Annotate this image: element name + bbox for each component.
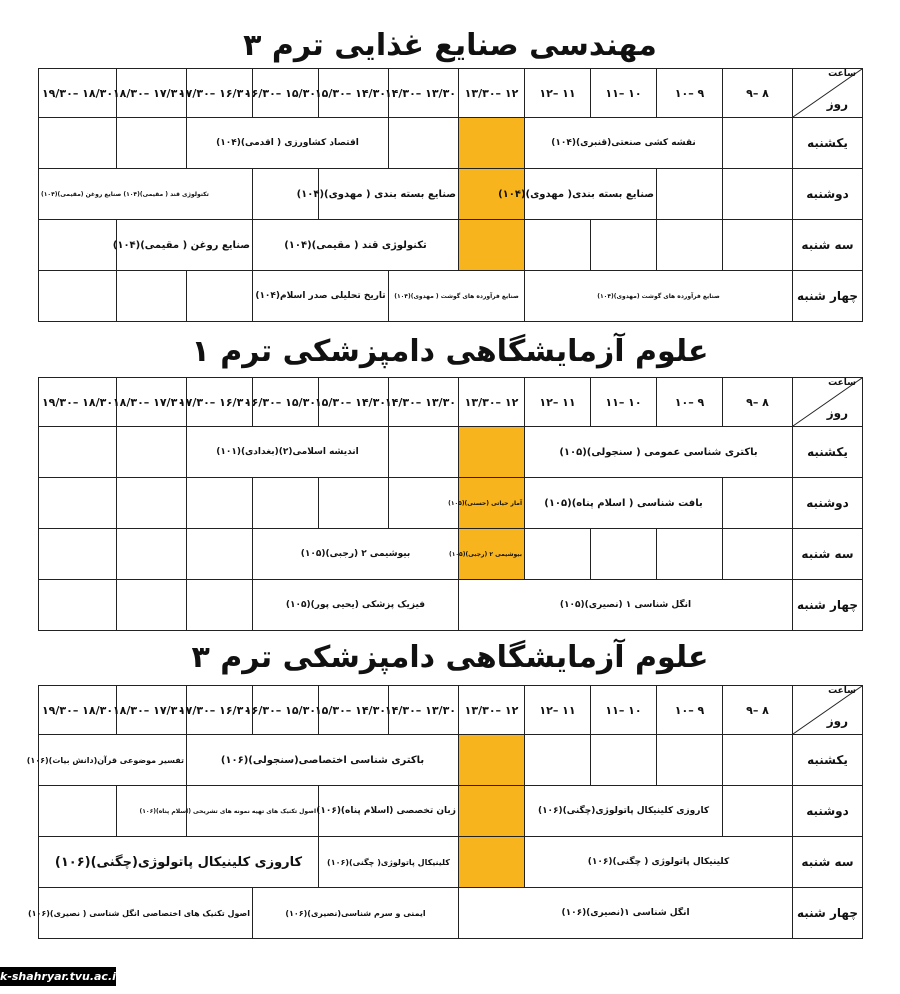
time-slot: ۱۰ –۱۱ xyxy=(591,69,657,118)
time-slot: ۱۴/۳۰ –۱۵/۳۰ xyxy=(319,378,389,427)
table-row xyxy=(39,786,863,837)
class-cell: صنایع بسته بندی ( مهدوی)(۱۰۴) xyxy=(319,169,459,220)
corner-time-label: ساعت xyxy=(828,686,856,696)
time-slot: ۱۳/۳۰ –۱۴/۳۰ xyxy=(389,69,459,118)
class-cell: بیوشیمی ۲ (رجبی)(۱۰۵) xyxy=(459,529,525,580)
table-row xyxy=(39,220,863,271)
schedule-2-table xyxy=(38,377,863,631)
class-cell: کلینیکال پاتولوژی( چگنی)(۱۰۶) xyxy=(319,837,459,888)
schedule-1-table xyxy=(38,68,863,322)
day-label: چهار شنبه xyxy=(793,580,863,631)
time-slot: ۱۷/۳۰ –۱۸/۳۰ xyxy=(117,69,187,118)
time-slot: ۱۱ –۱۲ xyxy=(525,686,591,735)
time-slot: ۱۸/۳۰ –۱۹/۳۰ xyxy=(39,686,117,735)
table-row xyxy=(39,169,863,220)
time-slot: ۱۵/۳۰ –۱۶/۳۰ xyxy=(253,378,319,427)
day-label: سه شنبه xyxy=(793,220,863,271)
time-slot: ۱۶/۳۰ –۱۷/۳۰ xyxy=(187,69,253,118)
class-cell: انگل شناسی ۱(نصیری)(۱۰۶) xyxy=(459,888,793,939)
class-cell: تکنولوژی قند ( مقیمی)(۱۰۴) xyxy=(253,220,459,271)
table-row xyxy=(39,478,863,529)
class-cell: اصول تکنیک های تهیه نمونه های تشریحی (اسلام پناه)(۱۰۶) xyxy=(187,786,319,837)
time-slot: ۹ –۱۰ xyxy=(657,69,723,118)
class-cell: صنایع بسته بندی( مهدوی)(۱۰۴) xyxy=(525,169,657,220)
class-cell: زبان تخصصی (اسلام پناه)(۱۰۶) xyxy=(319,786,459,837)
time-slot: ۸ –۹ xyxy=(723,69,793,118)
time-slot: ۱۵/۳۰ –۱۶/۳۰ xyxy=(253,69,319,118)
table-row xyxy=(39,837,863,888)
corner-day-label: روز xyxy=(826,714,848,728)
class-cell: کلینیکال پاتولوژی ( چگنی)(۱۰۶) xyxy=(525,837,793,888)
time-slot: ۱۵/۳۰ –۱۶/۳۰ xyxy=(253,686,319,735)
class-cell: صنایع فرآورده های گوشت ( مهدوی)(۱۰۴) xyxy=(389,271,525,322)
time-slot: ۸ –۹ xyxy=(723,686,793,735)
class-cell: تاریخ تحلیلی صدر اسلام(۱۰۴) xyxy=(253,271,389,322)
header-row xyxy=(39,378,863,427)
time-slot: ۱۸/۳۰ –۱۹/۳۰ xyxy=(39,69,117,118)
schedule-1-title: مهندسی صنایع غذایی ترم ۳ xyxy=(243,28,657,63)
break-cell xyxy=(459,118,525,169)
class-cell: نقشه کشی صنعتی(قنبری)(۱۰۴) xyxy=(525,118,723,169)
time-slot: ۱۲ –۱۳/۳۰ xyxy=(459,69,525,118)
time-slot: ۱۳/۳۰ –۱۴/۳۰ xyxy=(389,378,459,427)
class-cell: کاروزی کلینیکال پاتولوژی(چگنی)(۱۰۶) xyxy=(525,786,723,837)
class-cell: اصول تکنیک های اختصاصی انگل شناسی ( نصیری)(۱۰۶) xyxy=(39,888,253,939)
class-cell: تکنولوژی قند ( مقیمی)(۱۰۴) صنایع روغن (مقیمی)(۱۰۴) xyxy=(39,169,253,220)
time-slot: ۹ –۱۰ xyxy=(657,378,723,427)
day-label: یکشنبه xyxy=(793,118,863,169)
day-label: سه شنبه xyxy=(793,529,863,580)
class-cell: صنایع فرآورده های گوشت (مهدوی)(۱۰۴) xyxy=(525,271,793,322)
class-cell: باکتری شناسی اختصاصی(سنجولی)(۱۰۶) xyxy=(187,735,459,786)
corner-cell xyxy=(793,69,863,118)
time-slot: ۱۲ –۱۳/۳۰ xyxy=(459,378,525,427)
corner-day-label: روز xyxy=(826,97,848,111)
corner-cell xyxy=(793,378,863,427)
schedule-3-title: علوم آزمایشگاهی دامپزشکی ترم ۳ xyxy=(191,640,709,675)
time-slot: ۱۱ –۱۲ xyxy=(525,69,591,118)
time-slot: ۱۷/۳۰ –۱۸/۳۰ xyxy=(117,686,187,735)
time-slot: ۱۸/۳۰ –۱۹/۳۰ xyxy=(39,378,117,427)
table-row xyxy=(39,118,863,169)
time-slot: ۱۴/۳۰ –۱۵/۳۰ xyxy=(319,686,389,735)
class-cell: ایمنی و سرم شناسی(نصیری)(۱۰۶) xyxy=(253,888,459,939)
day-label: دوشنبه xyxy=(793,169,863,220)
class-cell: انگل شناسی ۱ (نصیری)(۱۰۵) xyxy=(459,580,793,631)
class-cell: تفسیر موضوعی قرآن(دانش بیات)(۱۰۶) xyxy=(39,735,187,786)
time-slot: ۱۲ –۱۳/۳۰ xyxy=(459,686,525,735)
table-row xyxy=(39,271,863,322)
day-label: دوشنبه xyxy=(793,478,863,529)
corner-day-label: روز xyxy=(826,406,848,420)
table-row xyxy=(39,888,863,939)
day-label: سه شنبه xyxy=(793,837,863,888)
table-row xyxy=(39,735,863,786)
class-cell: اندیشه اسلامی(۲)(بغدادی)(۱۰۱) xyxy=(187,427,389,478)
day-label: چهار شنبه xyxy=(793,271,863,322)
break-cell xyxy=(459,837,525,888)
time-slot: ۱۰ –۱۱ xyxy=(591,378,657,427)
time-slot: ۱۱ –۱۲ xyxy=(525,378,591,427)
header-row xyxy=(39,686,863,735)
time-slot: ۱۰ –۱۱ xyxy=(591,686,657,735)
class-cell: بیوشیمی ۲ (رجبی)(۱۰۵) xyxy=(253,529,459,580)
time-slot: ۱۳/۳۰ –۱۴/۳۰ xyxy=(389,686,459,735)
class-cell: بافت شناسی ( اسلام پناه)(۱۰۵) xyxy=(525,478,723,529)
time-slot: ۱۶/۳۰ –۱۷/۳۰ xyxy=(187,378,253,427)
break-cell xyxy=(459,735,525,786)
class-cell: آمار حیاتی (حسنی)(۱۰۵) xyxy=(459,478,525,529)
table-row xyxy=(39,529,863,580)
header-row xyxy=(39,69,863,118)
day-label: یکشنبه xyxy=(793,735,863,786)
schedule-2-title: علوم آزمایشگاهی دامپزشکی ترم ۱ xyxy=(191,334,709,369)
class-cell: اقتصاد کشاورزی ( اقدمی)(۱۰۴) xyxy=(187,118,389,169)
class-cell: صنایع روغن ( مقیمی)(۱۰۴) xyxy=(117,220,253,271)
break-cell xyxy=(459,786,525,837)
class-cell: کاروزی کلینیکال پاتولوژی(چگنی)(۱۰۶) xyxy=(39,837,319,888)
time-slot: ۹ –۱۰ xyxy=(657,686,723,735)
time-slot: ۸ –۹ xyxy=(723,378,793,427)
day-label: یکشنبه xyxy=(793,427,863,478)
corner-time-label: ساعت xyxy=(828,69,856,79)
time-slot: ۱۷/۳۰ –۱۸/۳۰ xyxy=(117,378,187,427)
class-cell: فیزیک پزشکی (یحیی پور)(۱۰۵) xyxy=(253,580,459,631)
class-cell: باکتری شناسی عمومی ( سنجولی)(۱۰۵) xyxy=(525,427,793,478)
day-label: چهار شنبه xyxy=(793,888,863,939)
corner-cell xyxy=(793,686,863,735)
day-label: دوشنبه xyxy=(793,786,863,837)
schedule-3-table xyxy=(26,685,863,939)
break-cell xyxy=(459,220,525,271)
time-slot: ۱۶/۳۰ –۱۷/۳۰ xyxy=(187,686,253,735)
corner-time-label: ساعت xyxy=(828,378,856,388)
table-row xyxy=(39,427,863,478)
time-slot: ۱۴/۳۰ –۱۵/۳۰ xyxy=(319,69,389,118)
break-cell xyxy=(459,427,525,478)
site-url-footer: k-shahryar.tvu.ac.ir xyxy=(0,967,116,986)
table-row xyxy=(39,580,863,631)
